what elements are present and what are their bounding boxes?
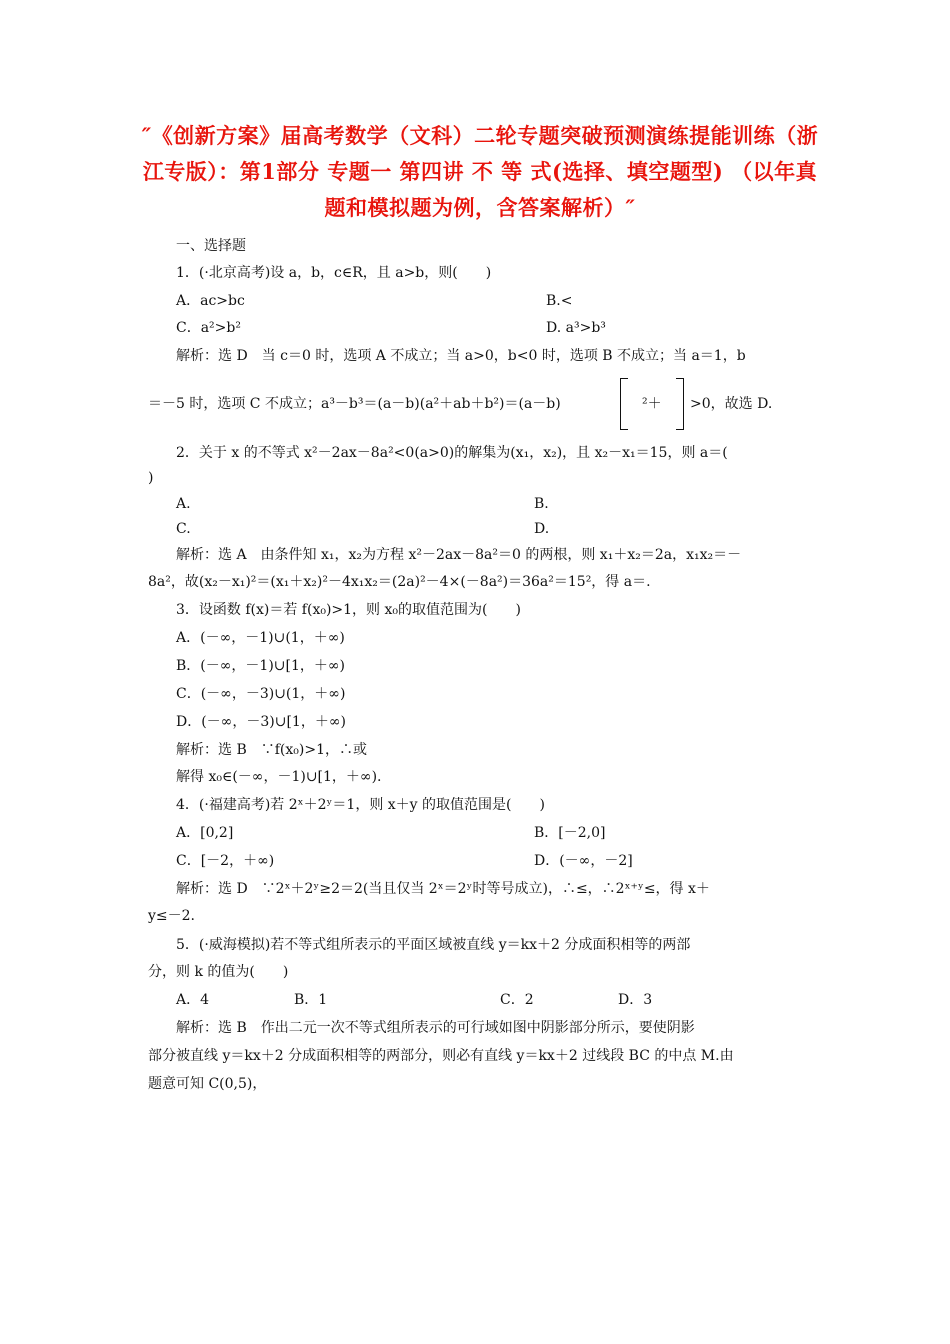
q2-solution-line2: 8a²，故(x₂－x₁)²＝(x₁＋x₂)²－4x₁x₂＝(2a)²－4×(－8a²)＝36a²＝15²，得 a＝. (148, 574, 651, 590)
q3-option-d: D．(－∞，－3)∪[1，＋∞) (176, 714, 346, 730)
q2-stem-line2: ) (148, 470, 154, 486)
q1-stem: 1．(·北京高考)设 a，b，c∈R，且 a>b，则( ) (176, 265, 492, 281)
q5-solution-line3: 题意可知 C(0,5)， (148, 1076, 267, 1092)
section-heading: 一、选择题 (176, 238, 246, 254)
q4-option-b: B．[－2,0] (534, 825, 606, 841)
document-title (140, 118, 820, 226)
q2-option-b: B. (534, 496, 549, 512)
q5-option-a: A．4 (176, 992, 210, 1008)
title-close-quote: ″ (625, 195, 636, 220)
q3-stem: 3．设函数 f(x)＝若 f(x₀)>1，则 x₀的取值范围为( ) (176, 602, 521, 618)
q4-stem: 4．(·福建高考)若 2ˣ＋2ʸ＝1，则 x＋y 的取值范围是( ) (176, 797, 545, 813)
q5-option-c: C．2 (500, 992, 534, 1008)
q4-solution-line1: 解析：选 D ∵2ˣ＋2ʸ≥2＝2(当且仅当 2ˣ＝2ʸ时等号成立)，∴≤，∴2ˣ⁺ʸ≤，得 x＋ (176, 881, 710, 897)
q2-solution-line1: 解析：选 A 由条件知 x₁，x₂为方程 x²－2ax－8a²＝0 的两根，则 x₁＋x₂＝2a，x₁x₂＝－ (176, 547, 742, 563)
q5-stem-line2: 分，则 k 的值为( ) (148, 964, 289, 980)
q5-option-b: B．1 (294, 992, 328, 1008)
q5-solution-line2: 部分被直线 y＝kx＋2 分成面积相等的两部分，则必有直线 y＝kx＋2 过线段 BC 的中点 M.由 (148, 1048, 734, 1064)
q4-option-c: C．[－2，＋∞) (176, 853, 275, 869)
q3-option-b: B．(－∞，－1)∪[1，＋∞) (176, 658, 346, 674)
right-bracket (676, 378, 684, 430)
q2-option-c: C. (176, 521, 191, 537)
q4-solution-line2: y≤－2. (148, 908, 195, 924)
q2-option-a: A. (176, 496, 191, 512)
q3-option-c: C．(－∞，－3)∪(1，＋∞) (176, 686, 346, 702)
q3-solution-line1: 解析：选 B ∵f(x₀)>1，∴或 (176, 742, 367, 758)
q1-option-d: D. a³>b³ (546, 320, 606, 336)
q1-option-a: A．ac>bc (176, 293, 245, 309)
q5-solution-line1: 解析：选 B 作出二元一次不等式组所表示的可行域如图中阴影部分所示，要使阴影 (176, 1020, 695, 1036)
q4-option-d: D．(－∞，－2] (534, 853, 633, 869)
q1-option-c: C．a²>b² (176, 320, 241, 336)
q1-solution-bracket-content: ²＋ (642, 396, 662, 412)
q1-option-b: B.< (546, 293, 573, 309)
q2-option-d: D. (534, 521, 550, 537)
q2-stem-line1: 2．关于 x 的不等式 x²－2ax－8a²<0(a>0)的解集为(x₁，x₂)，且 x₂－x₁＝15，则 a＝( (176, 445, 728, 461)
title-open-quote: ″ (141, 123, 152, 148)
q5-stem-line1: 5．(·威海模拟)若不等式组所表示的平面区域被直线 y＝kx＋2 分成面积相等的两部 (176, 937, 691, 953)
q3-option-a: A．(－∞，－1)∪(1，＋∞) (176, 630, 345, 646)
q1-solution-tail: >0，故选 D. (690, 396, 773, 412)
title-text: 《创新方案》届高考数学（文科）二轮专题突破预测演练提能训练（浙江专版）：第1部分 专题一 第四讲 不 等 式(选择、填空题型) （以年真题和模拟题为例，含答案解析） (142, 123, 819, 220)
q1-solution-line2: ＝－5 时，选项 C 不成立；a³－b³＝(a－b)(a²＋ab＋b²)＝(a－b) (148, 396, 561, 412)
left-bracket (620, 378, 628, 430)
q4-option-a: A．[0,2] (176, 825, 234, 841)
q5-option-d: D．3 (618, 992, 653, 1008)
q3-solution-line2: 解得 x₀∈(－∞，－1)∪[1，＋∞). (176, 769, 382, 785)
q1-solution-line1: 解析：选 D 当 c＝0 时，选项 A 不成立；当 a>0，b<0 时，选项 B 不成立；当 a＝1，b (176, 348, 746, 364)
